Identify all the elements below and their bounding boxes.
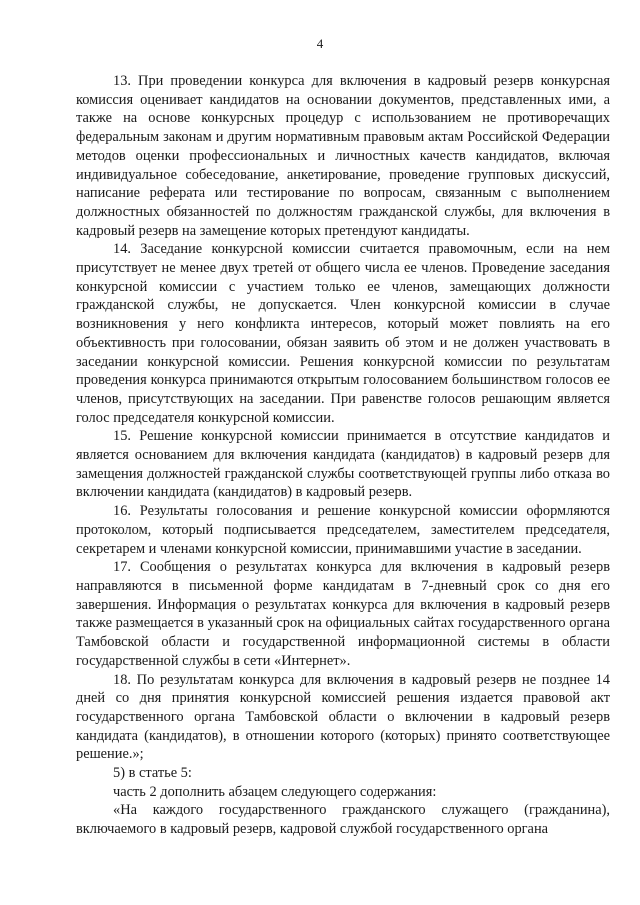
paragraph-17: 17. Сообщения о результатах конкурса для включения в кадровый резерв направляются в письменной форме кандидатам в 7-дневный срок со дня его завершения. Информация о результатах конкурса для включения в кадровый резерв также размещается в указанный срок на официальных сайтах государственного органа Тамбовской области и государственной информационной системы в области государственной службы в сети «Интернет». xyxy=(76,559,610,669)
paragraph-14: 14. Заседание конкурсной комиссии считается правомочным, если на нем присутствует не менее двух третей от общего числа ее членов. Проведение заседания конкурсной комиссии с участием только ее членов, замещающих должности гражданской службы, не допускается. Член конкурсной комиссии в случае возникновения у него конфликта интересов, который может повлиять на его объективность при голосовании, обязан заявить об этом и не должен участвовать в заседании конкурсной комиссии. Решения конкурсной комиссии по результатам проведения конкурса принимаются открытым голосованием большинством голосов ее членов, присутствующих на заседании. При равенстве голосов решающим является голос председателя конкурсной комиссии. xyxy=(76,241,610,426)
paragraph-article-5: 5) в статье 5: xyxy=(113,765,192,782)
paragraph-15: 15. Решение конкурсной комиссии принимается в отсутствие кандидатов и является основанием для включения кандидата (кандидатов) в кадровый резерв для замещения должностей гражданской службы соответствующей группы либо отказа во включении кандидата (кандидатов) в кадровый резерв. xyxy=(76,428,610,501)
paragraph-13: 13. При проведении конкурса для включения в кадровый резерв конкурсная комиссия оценивает кандидатов на основании документов, представленных ими, а также на основе конкурсных процедур с использованием не противоречащих федеральным законам и другим нормативным правовым актам Российской Федерации методов оценки профессиональных и личностных качеств кандидатов, включая индивидуальное собеседование, анкетирование, проведение групповых дискуссий, написание реферата или тестирование по вопросам, связанным с выполнением должностных обязанностей по должностям гражданской службы, для включения в кадровый резерв на замещение которых претендуют кандидаты. xyxy=(76,73,610,239)
page-number: 4 xyxy=(316,36,324,51)
paragraph-16: 16. Результаты голосования и решение конкурсной комиссии оформляются протоколом, который подписывается председателем, заместителем председателя, секретарем и членами конкурсной комиссии, принимавшими участие в заседании. xyxy=(76,503,610,557)
document-body xyxy=(76,72,610,839)
paragraph-quote: «На каждого государственного гражданского служащего (гражданина), включаемого в кадровый резерв, кадровой службой государственного органа xyxy=(76,802,610,838)
paragraph-part-2: часть 2 дополнить абзацем следующего содержания: xyxy=(113,783,437,800)
paragraph-18: 18. По результатам конкурса для включения в кадровый резерв не позднее 14 дней со дня принятия конкурсной комиссией решения издается правовой акт государственного органа Тамбовской области о включении в кадровый резерв кандидата (кандидатов), в отношении которого (которых) принято соответствующее решение.»; xyxy=(76,671,610,763)
